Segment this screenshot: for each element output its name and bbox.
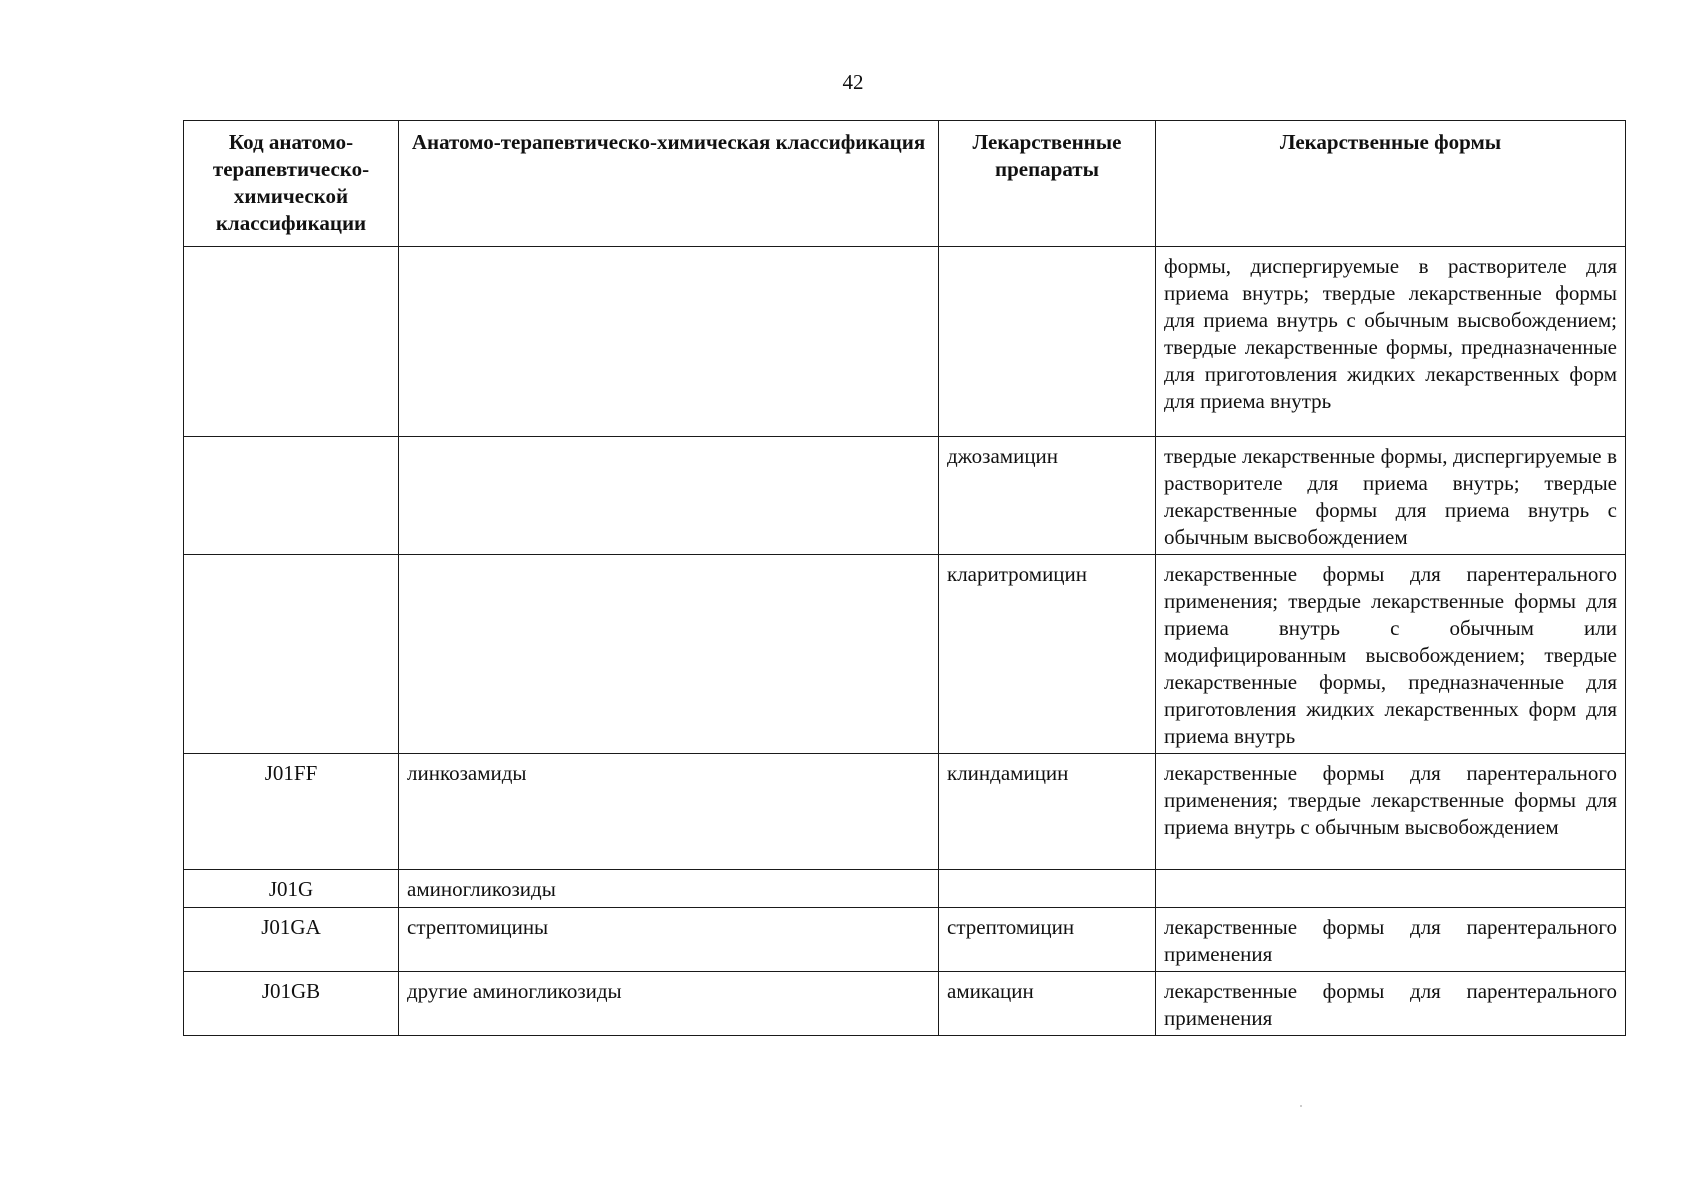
cell-forms: лекарственные формы для парентерального применения bbox=[1156, 908, 1626, 972]
cell-forms: лекарственные формы для парентерального применения bbox=[1156, 972, 1626, 1036]
cell-forms: лекарственные формы для парентерального применения; твердые лекарственные формы для приема внутрь с обычным высвобождением bbox=[1156, 754, 1626, 870]
cell-drug: кларитромицин bbox=[939, 555, 1156, 754]
table-row bbox=[184, 555, 1626, 754]
cell-code: J01GA bbox=[184, 908, 399, 972]
cell-classification: аминогликозиды bbox=[399, 870, 939, 908]
cell-classification: другие аминогликозиды bbox=[399, 972, 939, 1036]
header-code: Код анатомо-терапевтическо-химической классификации bbox=[184, 121, 399, 247]
table-row bbox=[184, 247, 1626, 437]
cell-classification bbox=[399, 437, 939, 555]
atc-classification-table bbox=[183, 120, 1626, 1036]
table-row bbox=[184, 437, 1626, 555]
page-number: 42 bbox=[842, 70, 864, 94]
table-row bbox=[184, 870, 1626, 908]
cell-forms: формы, диспергируемые в растворителе для приема внутрь; твердые лекарственные формы для приема внутрь с обычным высвобождением; твердые лекарственные формы, предназначенные для приготовления жидких лекарственных форм для приема внутрь bbox=[1156, 247, 1626, 437]
cell-drug bbox=[939, 247, 1156, 437]
table-row bbox=[184, 754, 1626, 870]
cell-classification: стрептомицины bbox=[399, 908, 939, 972]
table-row bbox=[184, 972, 1626, 1036]
cell-code: J01G bbox=[184, 870, 399, 908]
header-drugs: Лекарственные препараты bbox=[939, 121, 1156, 247]
cell-drug: джозамицин bbox=[939, 437, 1156, 555]
cell-drug: клиндамицин bbox=[939, 754, 1156, 870]
cell-code: J01GB bbox=[184, 972, 399, 1036]
cell-drug: стрептомицин bbox=[939, 908, 1156, 972]
cell-classification bbox=[399, 555, 939, 754]
cell-classification bbox=[399, 247, 939, 437]
table-header-row bbox=[184, 121, 1626, 247]
cell-classification: линкозамиды bbox=[399, 754, 939, 870]
cell-forms: лекарственные формы для парентерального применения; твердые лекарственные формы для приема внутрь с обычным или модифицированным высвобождением; твердые лекарственные формы, предназначенные для приготовления жидких лекарственных форм для приема внутрь bbox=[1156, 555, 1626, 754]
cell-forms bbox=[1156, 870, 1626, 908]
cell-code bbox=[184, 247, 399, 437]
cell-code bbox=[184, 437, 399, 555]
header-classification: Анатомо-терапевтическо-химическая классификация bbox=[399, 121, 939, 247]
scan-speck bbox=[1300, 1105, 1302, 1107]
table-row bbox=[184, 908, 1626, 972]
cell-drug bbox=[939, 870, 1156, 908]
cell-drug: амикацин bbox=[939, 972, 1156, 1036]
header-forms: Лекарственные формы bbox=[1156, 121, 1626, 247]
cell-code bbox=[184, 555, 399, 754]
cell-forms: твердые лекарственные формы, диспергируемые в растворителе для приема внутрь; твердые лекарственные формы для приема внутрь с обычным высвобождением bbox=[1156, 437, 1626, 555]
cell-code: J01FF bbox=[184, 754, 399, 870]
